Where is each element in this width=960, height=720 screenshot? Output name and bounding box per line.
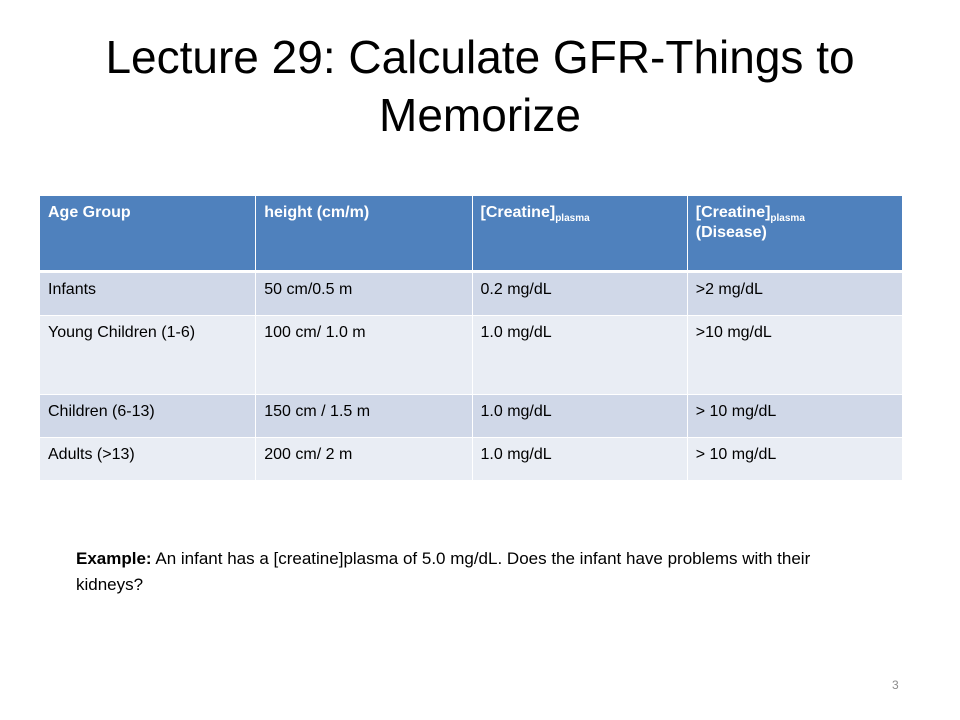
- page-number: 3: [892, 678, 899, 692]
- cell-height: 200 cm/ 2 m: [256, 438, 472, 481]
- example-body: An infant has a [creatine]plasma of 5.0 mg/dL. Does the infant have problems with their kidneys?: [76, 549, 811, 594]
- cell-creatine: 1.0 mg/dL: [472, 395, 687, 438]
- header-creatine-main: [Creatine]: [480, 204, 556, 221]
- gfr-table: [40, 196, 902, 481]
- table-row: [40, 316, 902, 395]
- cell-age-group: Young Children (1-6): [40, 316, 256, 395]
- cell-creatine-disease: > 10 mg/dL: [687, 438, 902, 481]
- cell-creatine-disease: > 10 mg/dL: [687, 395, 902, 438]
- header-creatine-disease-suffix: (Disease): [695, 224, 767, 242]
- cell-height: 100 cm/ 1.0 m: [256, 316, 472, 395]
- header-creatine-disease: [687, 196, 902, 272]
- cell-age-group: Adults (>13): [40, 438, 256, 481]
- cell-age-group: Children (6-13): [40, 395, 256, 438]
- header-creatine-disease-main: [Creatine]: [695, 204, 771, 221]
- table-header-row: [40, 196, 902, 272]
- table-row: [40, 272, 902, 316]
- cell-height: 50 cm/0.5 m: [256, 272, 472, 316]
- cell-creatine-disease: >10 mg/dL: [687, 316, 902, 395]
- example-text: [76, 546, 876, 598]
- cell-height: 150 cm / 1.5 m: [256, 395, 472, 438]
- cell-creatine: 1.0 mg/dL: [472, 316, 687, 395]
- table-row: [40, 395, 902, 438]
- header-height: height (cm/m): [256, 196, 472, 272]
- table-row: [40, 438, 902, 481]
- cell-creatine: 1.0 mg/dL: [472, 438, 687, 481]
- header-creatine: [472, 196, 687, 272]
- header-age-group: Age Group: [40, 196, 256, 272]
- example-label: Example:: [76, 549, 152, 568]
- header-creatine-sub: plasma: [555, 213, 590, 225]
- header-creatine-disease-sub: plasma: [770, 213, 805, 225]
- cell-age-group: Infants: [40, 272, 256, 316]
- slide-title: Lecture 29: Calculate GFR-Things to Memorize: [105, 31, 855, 141]
- cell-creatine: 0.2 mg/dL: [472, 272, 687, 316]
- cell-creatine-disease: >2 mg/dL: [687, 272, 902, 316]
